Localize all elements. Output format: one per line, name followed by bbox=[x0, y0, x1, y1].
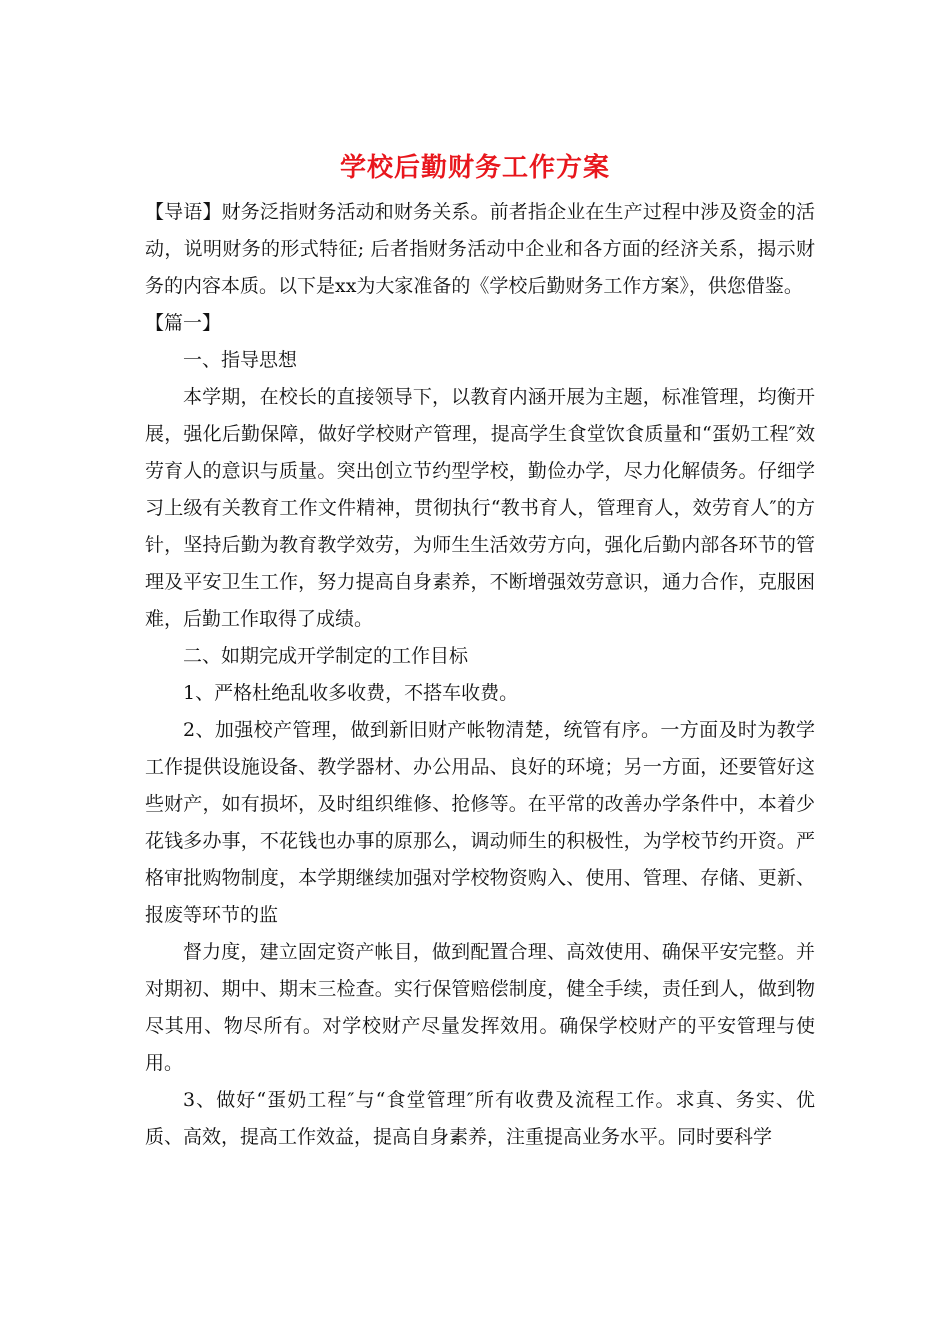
document-body bbox=[145, 194, 815, 1156]
body-paragraph-continued: 督力度，建立固定资产帐目，做到配置合理、高效使用、确保平安完整。并对期初、期中、期末三检查。实行保管赔偿制度，健全手续，责任到人，做到物尽其用、物尽所有。对学校财产尽量发挥效用。确保学校财产的平安管理与使用。 bbox=[145, 941, 815, 1074]
heading-guiding-thought: 一、指导思想 bbox=[183, 349, 298, 371]
intro-paragraph: 【导语】财务泛指财务活动和财务关系。前者指企业在生产过程中涉及资金的活动，说明财务的形式特征; 后者指财务活动中企业和各方面的经济关系，揭示财务的内容本质。以下是xx为大家准备的《学校后勤财务工作方案》，供您借鉴。 bbox=[145, 201, 815, 297]
list-item-3: 3、做好“蛋奶工程″与“食堂管理″所有收费及流程工作。求真、务实、优质、高效，提高工作效益，提高自身素养，注重提高业务水平。同时要科学 bbox=[145, 1089, 815, 1148]
section-marker: 【篇一】 bbox=[145, 312, 222, 334]
list-item-1: 1、严格杜绝乱收多收费，不搭车收费。 bbox=[183, 682, 519, 704]
list-item-2: 2、加强校产管理，做到新旧财产帐物清楚，统管有序。一方面及时为教学工作提供设施设备、教学器材、办公用品、良好的环境；另一方面，还要管好这些财产，如有损坏，及时组织维修、抢修等。在平常的改善办学条件中，本着少花钱多办事，不花钱也办事的原那么，调动师生的积极性，为学校节约开资。严格审批购物制度，本学期继续加强对学校物资购入、使用、管理、存储、更新、报废等环节的监 bbox=[145, 719, 815, 926]
heading-work-goals: 二、如期完成开学制定的工作目标 bbox=[183, 645, 469, 667]
document-title: 学校后勤财务工作方案 bbox=[339, 153, 610, 183]
body-paragraph: 本学期，在校长的直接领导下，以教育内涵开展为主题，标准管理，均衡开展，强化后勤保障，做好学校财产管理，提高学生食堂饮食质量和“蛋奶工程″效劳育人的意识与质量。突出创立节约型学校，勤俭办学，尽力化解债务。仔细学习上级有关教育工作文件精神，贯彻执行“教书育人，管理育人，效劳育人″的方针，坚持后勤为教育教学效劳，为师生生活效劳方向，强化后勤内部各环节的管理及平安卫生工作，努力提高自身素养，不断增强效劳意识，通力合作，克服困难，后勤工作取得了成绩。 bbox=[145, 386, 815, 630]
